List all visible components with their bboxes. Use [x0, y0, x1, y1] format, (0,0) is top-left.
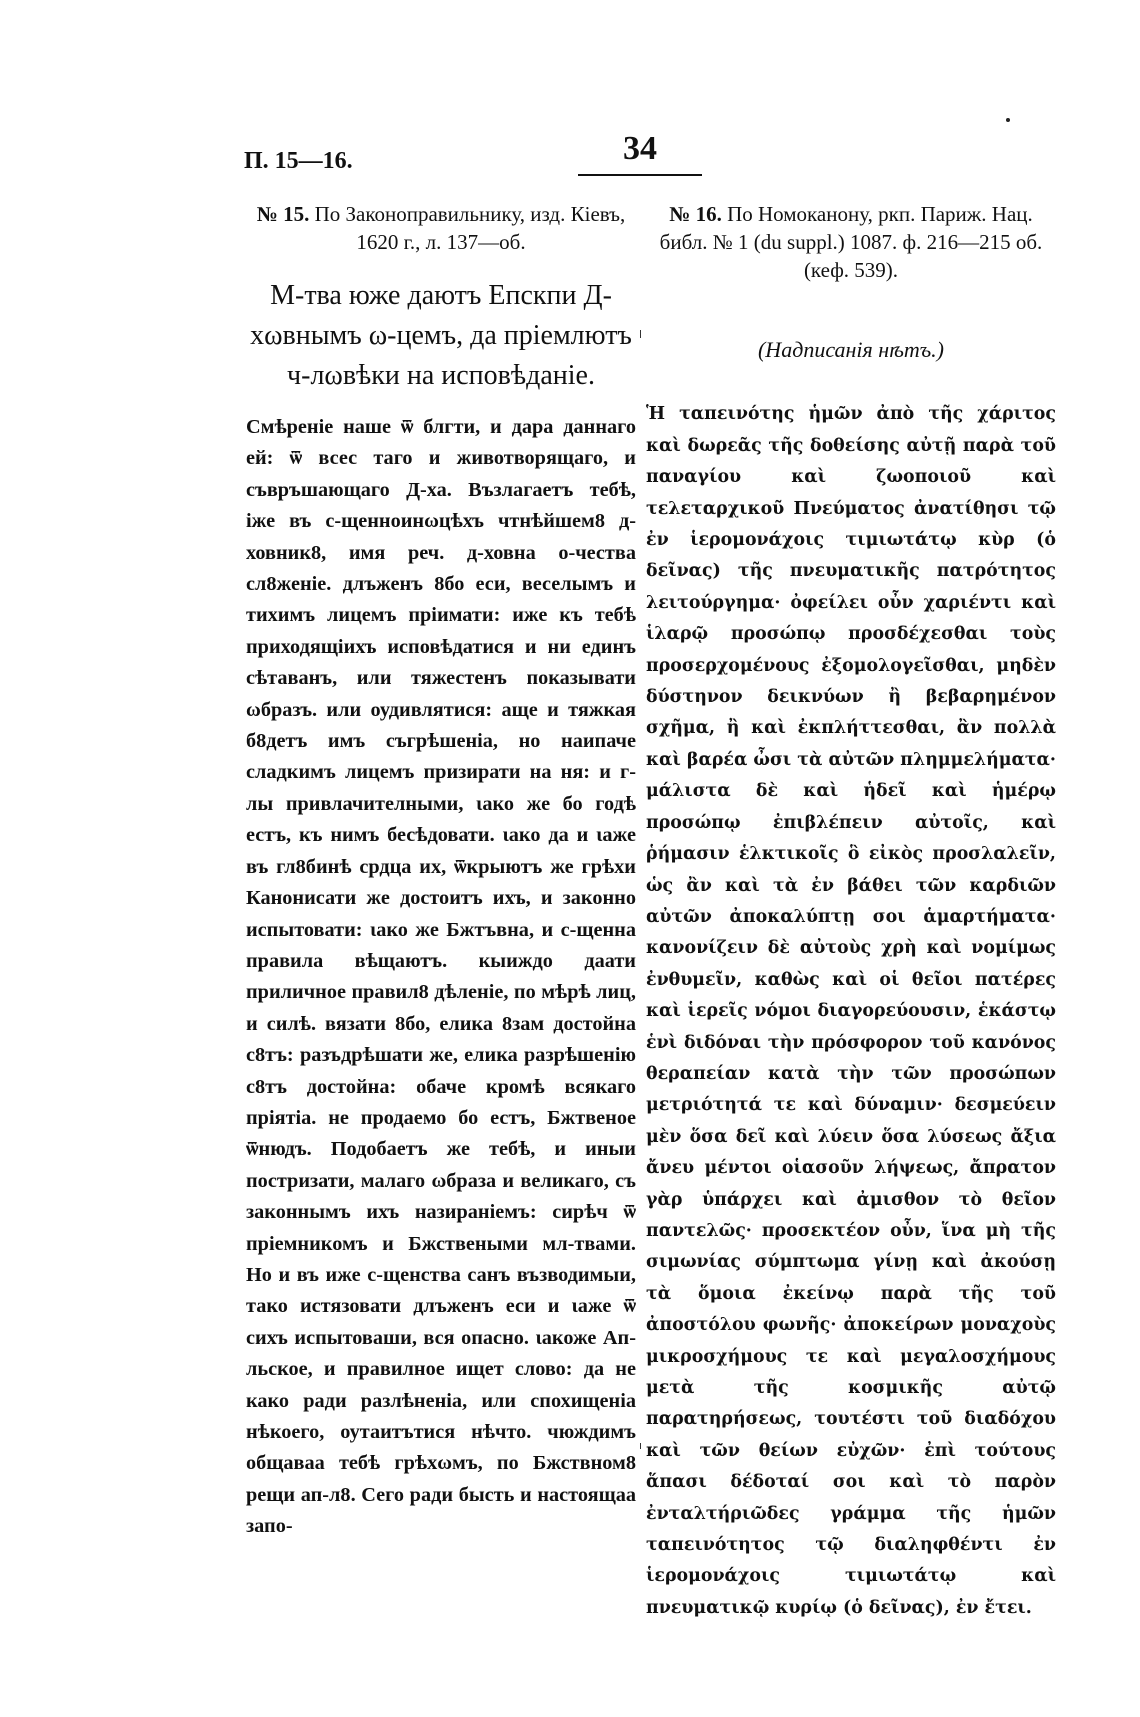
left-column [246, 200, 636, 1543]
column-divider-mark-bottom [640, 1443, 641, 1449]
left-body-text: Смѣреніе наше ѿ блгти, и дара даннаго ей: ѿ всес таго и животворящаго, и съвръшающаго Д-ха. Възлагаетъ тебѣ, іже въ с-щенноинωцѣхъ чтнѣйшем8 д-ховник8, имя реч. д-ховна ο-чества сл8женіе. длъженъ 8бо еси, веселымъ и тихимъ лицемъ пріимати: иже къ тебѣ приходящіихъ исповѣдатися и ни единъ сѣтаванъ, или тяжестенъ показывати ωбразъ. или оудивлятися: аще и тяжкая б8детъ имъ съгрѣшеніа, но наипаче сладкимъ лицемъ призирати на ня: и г-лы привлачителными, ιако же бо годѣ естъ, къ нимъ бесѣдовати. ιако да и ιаже въ гл8бинѣ срдца их, ѿкрыютъ же грѣхи Канонисати же достоитъ ихъ, и законно испытовати: ιако же Бжтъвна, и с-щенна правила вѣщаютъ. кыиждо даати приличное правил8 дѣленіе, по мѣрѣ лиц, и силѣ. вязати 8бо, елика 8зам достойна с8тъ: разъдрѣшати же, елика разрѣшенію с8тъ достойна: обаче кромѣ всякаго пріятіа. не продаемо бо естъ, Бжтвеное ѿнюдъ. Подобаетъ же тебѣ, и иныи постризати, малаго ωбраза и великаго, съ законнымъ ихъ назираніемъ: сирѣч ѿ пріемникомъ и Бжствеными мл-твами. Но и въ иже с-щенства санъ възводимыи, тако истязовати длъженъ еси и ιаже ѿ сихъ испытоваши, вся опасно. ιакоже Ап-льское, и правилное ищет слово: да не како ради разлѣненіа, или спохищеніа нѣкоего, оутаитътися нѣчто. чюждимъ общаваа тебѣ грѣхωмъ, по Бжствном8 рещи ап-л8. Сего ради бысть и настоящаа запо- [246, 416, 636, 1538]
right-source-number: № 16. [669, 202, 722, 226]
page-number: 34 [623, 130, 657, 167]
header-rule [578, 174, 702, 176]
section-reference: П. 15—16. [244, 148, 353, 174]
right-column [646, 200, 1056, 1624]
left-source-number: № 15. [256, 202, 310, 226]
running-head [0, 130, 1140, 188]
column-divider-mark [640, 330, 641, 338]
right-source-citation [646, 200, 1056, 284]
left-prayer-title: М-тва юже даютъ Епскпи Д-хωвнымъ ω-цемъ, да пріемлютъ ч-лωвѣки на исповѣданіе. [250, 280, 632, 391]
left-source-citation [246, 200, 636, 256]
ink-speck [1006, 118, 1010, 122]
right-source-text: По Номоканону, ркп. Париж. Нац. библ. № 1 (du suppl.) 1087. ф. 216—215 об. (кеф. 539). [659, 202, 1043, 282]
right-no-title-note: (Надписанія нѣтъ.) [757, 337, 944, 362]
right-body-text: Ἡ ταπεινότης ἡμῶν ἀπὸ τῆς χάριτος καὶ δωρεᾶς τῆς δοθείσης αὐτῇ παρὰ τοῦ παναγίου καὶ ζωοποιοῦ καὶ τελεταρχικοῦ Πνεύματος ἀνατίθησι τῷ ἐν ἱερομονάχοις τιμιωτάτῳ κὺρ (ὁ δεῖνας) τῆς πνευματικῆς πατρότητος λειτούργημα· ὀφείλει οὖν χαριέντι καὶ ἱλαρῷ προσώπῳ προσδέχεσθαι τοὺς προσερχομένους ἐξομολογεῖσθαι, μηδὲν δύστηνον δεικνύων ἢ βεβαρημένον σχῆμα, ἢ καὶ ἐκπλήττεσθαι, ἂν πολλὰ καὶ βαρέα ὦσι τὰ αὐτῶν πλημμελήματα· μάλιστα δὲ καὶ ἡδεῖ καὶ ἡμέρῳ προσώπῳ ἐπιβλέπειν αὐτοῖς, καὶ ῥήμασιν ἑλκτικοῖς ὃ εἰκὸς προσλαλεῖν, ὡς ἂν καὶ τὰ ἐν βάθει τῶν καρδιῶν αὐτῶν ἀποκαλύπτῃ σοι ἁμαρτήματα· κανονίζειν δὲ αὐτοὺς χρὴ καὶ νομίμως ἐνθυμεῖν, καθὼς καὶ οἱ θεῖοι πατέρες καὶ ἱερεῖς νόμοι διαγορεύουσιν, ἑκάστῳ ἑνὶ διδόναι τὴν πρόσφορον τοῦ κανόνος θεραπείαν κατὰ τὴν τῶν προσώπων μετριότητά τε καὶ δύναμιν· δεσμεύειν μὲν ὅσα δεῖ καὶ λύειν ὅσα λύσεως ἄξια ἄνευ μέντοι οἱασοῦν λήψεως, ἄπρατον γὰρ ὑπάρχει καὶ ἀμισθον τὸ θεῖον παντελῶς· προσεκτέον οὖν, ἵνα μὴ τῆς σιμωνίας σύμπτωμα γίνῃ καὶ ἀκούσῃ τὰ ὅμοια ἐκείνῳ παρὰ τῆς τοῦ ἀποστόλου φωνῆς· ἀποκείρων μοναχοὺς μικροσχήμους τε καὶ μεγαλοσχήμους μετὰ τῆς κοσμικῆς αὐτῷ παρατηρήσεως, τουτέστι τοῦ διαδόχου καὶ τῶν θείων εὐχῶν· ἐπὶ τούτους ἅπασι δέδοταί σοι καὶ τὸ παρὸν ἐνταλτήριῶδες γράμμα τῆς ἡμῶν ταπεινότητος τῷ διαληφθέντι ἐν ἱερομονάχοις τιμιωτάτῳ καὶ πνευματικῷ κυρίῳ (ὁ δεῖνας), ἐν ἔτει. [646, 404, 1056, 1618]
left-source-text: По Законоправильнику, изд. Кіевъ, 1620 г., л. 137—об. [314, 202, 626, 254]
